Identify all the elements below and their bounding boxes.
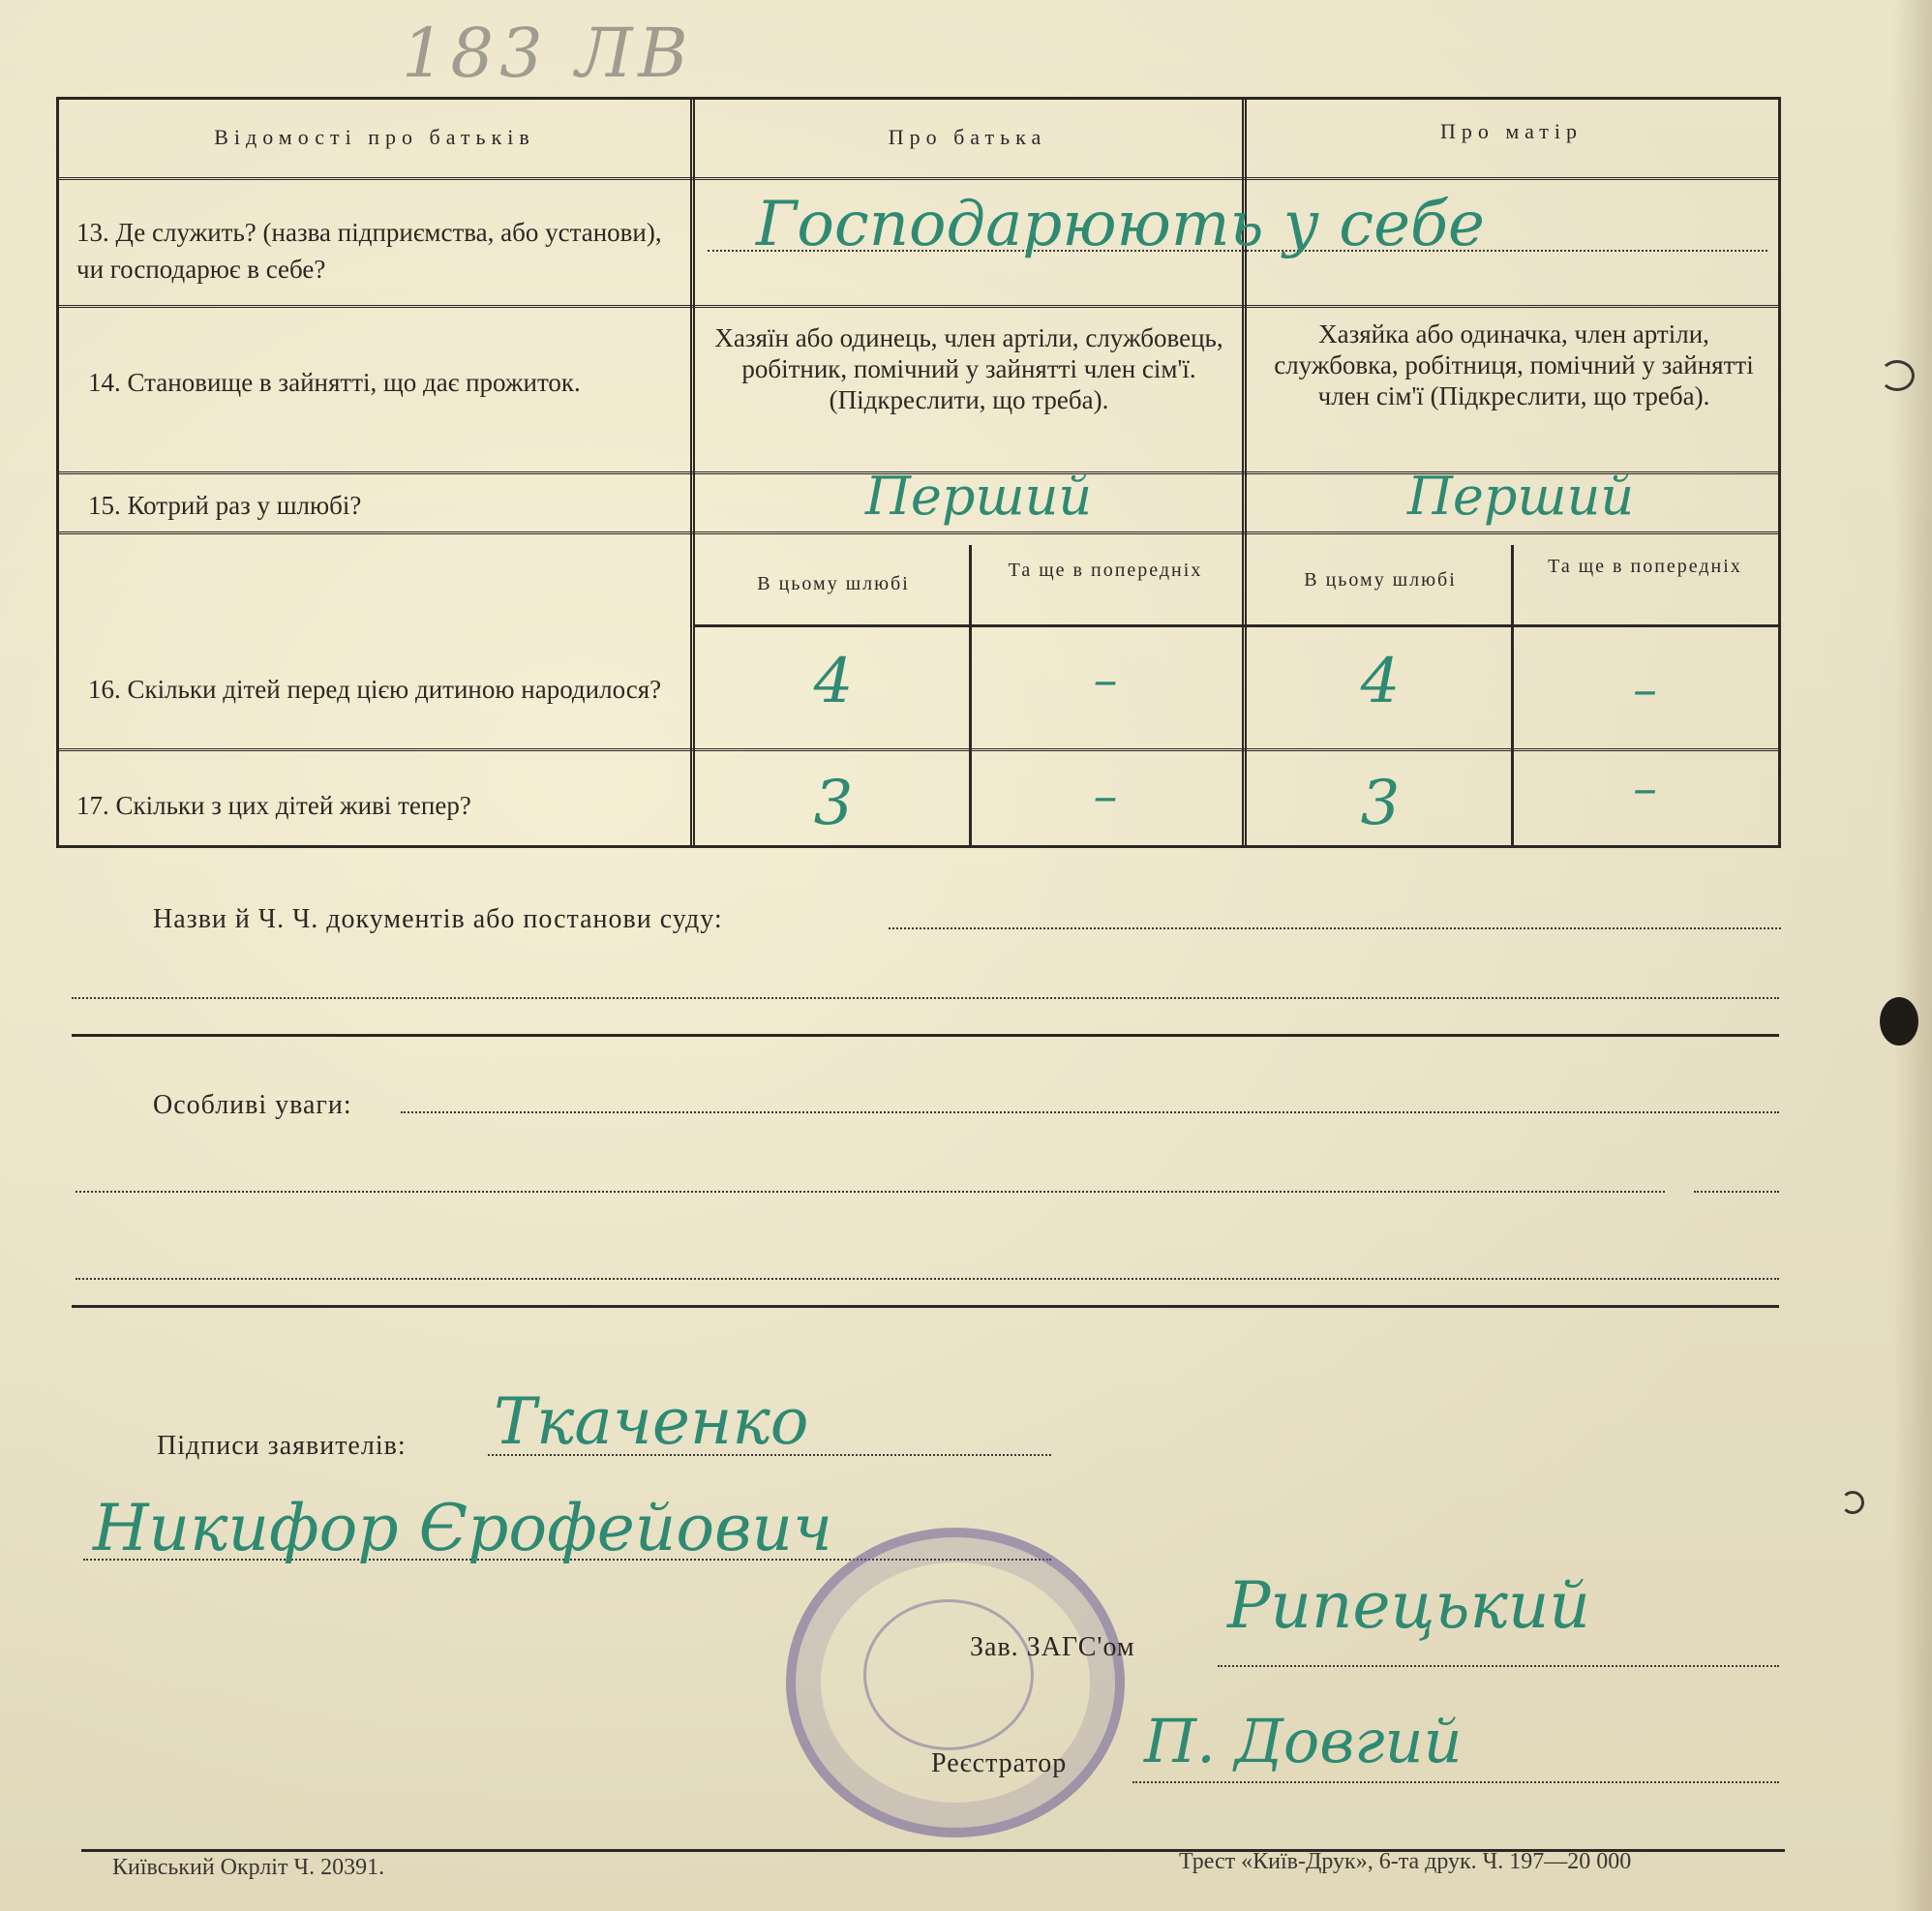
head-signature: Рипецький [1227, 1568, 1590, 1643]
answer-16-mother-prev: – [1633, 661, 1657, 717]
question-15: 15. Котрий раз у шлюбі? [88, 491, 362, 520]
question-14: 14. Становище в зайнятті, що дає прожиток. [88, 368, 581, 397]
section-divider-2 [72, 1305, 1779, 1308]
header-mother: Про матір [1439, 119, 1584, 143]
punch-hole-icon [1841, 1491, 1864, 1514]
father-occupation-options: Хазяїн або одинець, член артіли, службовець, робітник, помічний у зайнятті член сім'ї. (Підкреслити, що треба). [714, 323, 1223, 414]
answer-17-father-this: 3 [813, 768, 854, 839]
answer-16-mother-this: 4 [1360, 646, 1401, 717]
mother-occupation-options: Хазяйка або одиначка, член артіли, службовка, робітниця, помічний у зайнятті член сім'ї (Підкреслити, що треба). [1274, 319, 1754, 410]
subheader-father-previous: Та ще в попередніх [1008, 560, 1203, 581]
parents-info-table [56, 97, 1781, 848]
answer-16-father-prev: – [1093, 652, 1118, 708]
header-father: Про батька [888, 125, 1047, 149]
documents-line [889, 927, 1781, 929]
subheader-father-this-marriage: В цьому шлюбі [757, 573, 910, 594]
question-13: 13. Де служить? (назва підприємства, або установи), чи господарює в себе? [76, 218, 662, 284]
answer-15-father: Перший [864, 466, 1093, 527]
punch-hole-icon [1880, 360, 1915, 391]
registrar-signature: П. Довгий [1144, 1706, 1463, 1776]
answer-17-mother-this: 3 [1360, 768, 1401, 839]
registrar-label: Реєстратор [931, 1748, 1068, 1778]
answer-17-father-prev: – [1093, 768, 1118, 824]
header-parents-info: Відомості про батьків [214, 125, 535, 149]
subheader-mother-this-marriage: В цьому шлюбі [1304, 569, 1457, 591]
head-label: Зав. ЗАГС'ом [970, 1632, 1135, 1662]
remarks-line-3 [75, 1278, 1779, 1280]
answer-16-father-this: 4 [813, 646, 854, 717]
page-edge-shadow [1893, 0, 1932, 1911]
answer-13-handwritten: Господарюють у себе [756, 189, 1485, 260]
signatures-label: Підписи заявителів: [157, 1431, 407, 1461]
answer-17-mother-prev: – [1633, 760, 1657, 816]
question-17: 17. Скільки з цих дітей живі тепер? [76, 791, 471, 820]
official-seal-stamp [786, 1528, 1125, 1837]
remarks-line-2b [1694, 1191, 1779, 1193]
section-divider [72, 1034, 1779, 1037]
answer-15-mother: Перший [1406, 466, 1635, 527]
punch-hole-icon [1880, 997, 1918, 1046]
documents-line-2 [72, 997, 1779, 999]
archive-number: 183 ЛВ [402, 14, 694, 93]
applicant-signature-2: Никифор Єрофейович [93, 1491, 833, 1565]
applicant-signature-1: Ткаченко [494, 1384, 809, 1459]
head-signature-line [1218, 1665, 1779, 1667]
remarks-line-2 [75, 1191, 1665, 1193]
footer-printer-right: Трест «Київ-Друк», 6-та друк. Ч. 197—20 000 [1179, 1849, 1632, 1874]
official-seal-inner-ring [863, 1599, 1034, 1750]
question-16: 16. Скільки дітей перед цією дитиною народилося? [88, 675, 662, 704]
footer-printer-left: Київський Окрліт Ч. 20391. [112, 1855, 385, 1880]
registrar-signature-line [1132, 1781, 1779, 1783]
remarks-line [401, 1111, 1779, 1113]
documents-label: Назви й Ч. Ч. документів або постанови суду: [153, 904, 723, 934]
remarks-label: Особливі уваги: [153, 1090, 352, 1120]
subheader-mother-previous: Та ще в попередніх [1548, 556, 1742, 577]
